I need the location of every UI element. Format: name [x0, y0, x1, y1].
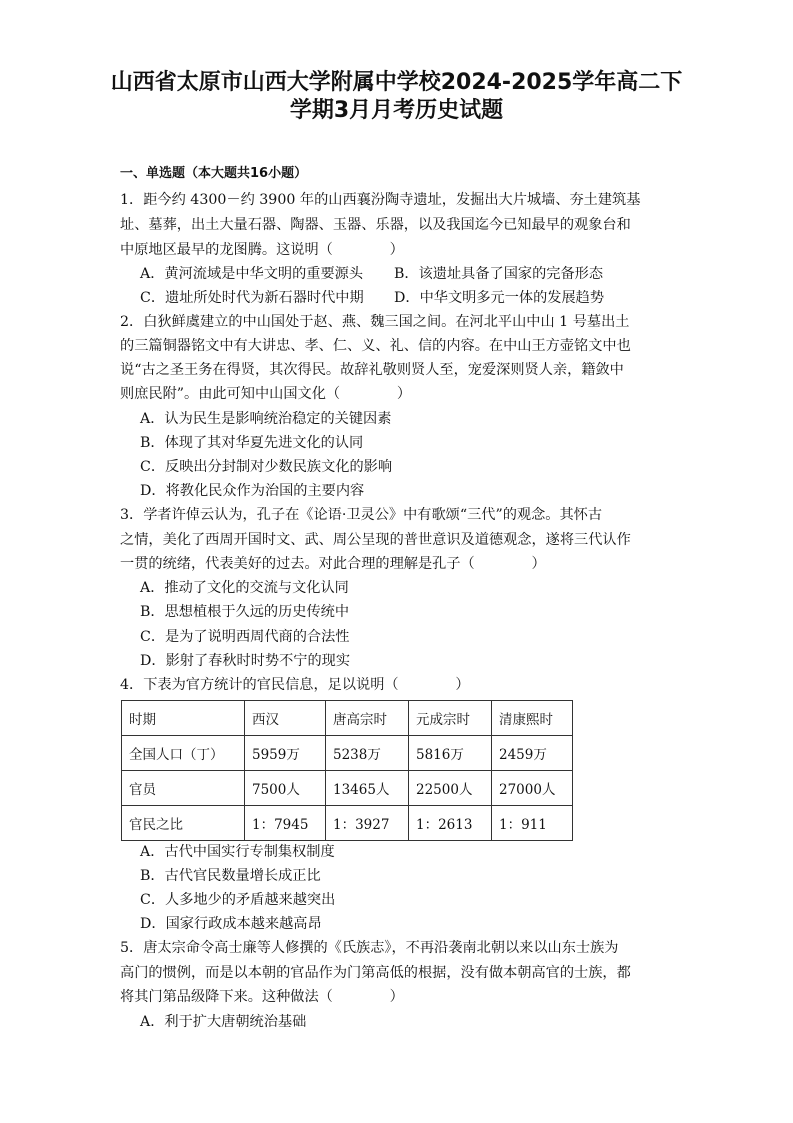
q3-option-c: C．是为了说明西周代商的合法性 [140, 629, 350, 645]
q2-stem-line: 说“古之圣王务在得贤，其次得民。故辞礼敬则贤人至，宠爱深则贤人亲，籍敛中 [120, 362, 624, 378]
table-cell: 5816万 [409, 736, 492, 771]
table-cell: 1：911 [492, 806, 573, 841]
q2-stem-line: 2．白狄鲜虞建立的中山国处于赵、燕、魏三国之间。在河北平山中山 1 号墓出土 [120, 314, 630, 330]
q1-option-c: C．遗址所处时代为新石器时代中期 [140, 290, 364, 306]
q2-option-c: C．反映出分封制对少数民族文化的影响 [140, 459, 393, 475]
page-title-line2: 学期3月月考历史试题 [289, 98, 504, 123]
q1-stem-line: 中原地区最早的龙图腾。这说明（ ） [120, 242, 404, 258]
q4-stem-line: 4．下表为官方统计的官民信息，足以说明（ ） [120, 677, 470, 693]
q3-option-a: A．推动了文化的交流与文化认同 [140, 580, 349, 596]
q3-stem-line: 之情，美化了西周开国时文、武、周公呈现的普世意识及道德观念，遂将三代认作 [120, 532, 631, 548]
table-header-cell: 时期 [122, 701, 245, 736]
q1-option-b: B．该遗址具备了国家的完备形态 [394, 266, 604, 282]
table-cell: 2459万 [492, 736, 573, 771]
table-row [122, 771, 573, 806]
q3-stem-line: 一贯的统绪，代表美好的过去。对此合理的理解是孔子（ ） [120, 556, 546, 572]
q2-option-b: B．体现了其对华夏先进文化的认同 [140, 435, 364, 451]
table-cell: 1：7945 [245, 806, 326, 841]
table-cell: 官员 [122, 771, 245, 806]
table-header-cell: 西汉 [245, 701, 326, 736]
table-cell: 5959万 [245, 736, 326, 771]
table-cell: 7500人 [245, 771, 326, 806]
q4-option-a: A．古代中国实行专制集权制度 [140, 844, 335, 860]
table-row [122, 736, 573, 771]
q4-option-d: D．国家行政成本越来越高昂 [140, 916, 322, 932]
q3-stem-line: 3．学者许倬云认为，孔子在《论语·卫灵公》中有歌颂“三代”的观念。其怀古 [120, 507, 603, 523]
q2-option-d: D．将教化民众作为治国的主要内容 [140, 483, 365, 499]
q3-option-d: D．影射了春秋时时势不宁的现实 [140, 653, 351, 669]
q2-stem-line: 的三篇铜器铭文中有大讲忠、孝、仁、义、礼、信的内容。在中山王方壶铭文中也 [120, 338, 631, 354]
q4-option-c: C．人多地少的矛盾越来越突出 [140, 892, 336, 908]
table-cell: 全国人口（丁） [122, 736, 245, 771]
q1-option-d: D．中华文明多元一体的发展趋势 [394, 290, 605, 306]
officials-table [121, 700, 573, 841]
q4-option-b: B．古代官民数量增长成正比 [140, 868, 321, 884]
table-cell: 27000人 [492, 771, 573, 806]
q1-option-a: A．黄河流域是中华文明的重要源头 [140, 266, 364, 282]
q5-stem-line: 5．唐太宗命令高士廉等人修撰的《氏族志》，不再沿袭南北朝以来以山东士族为 [120, 940, 619, 956]
table-cell: 22500人 [409, 771, 492, 806]
q3-option-b: B．思想植根于久远的历史传统中 [140, 604, 350, 620]
table-header-row [122, 701, 573, 736]
q1-stem-line: 址、墓葬，出土大量石器、陶器、玉器、乐器，以及我国迄今已知最早的观象台和 [120, 217, 631, 233]
table-header-cell: 元成宗时 [409, 701, 492, 736]
table-row [122, 806, 573, 841]
page-title-line1: 山西省太原市山西大学附属中学校2024-2025学年高二下 [110, 70, 683, 95]
table-cell: 13465人 [326, 771, 409, 806]
q1-stem-line: 1．距今约 4300－约 3900 年的山西襄汾陶寺遗址，发掘出大片城墙、夯土建筑基 [120, 192, 641, 208]
table-header-cell: 清康熙时 [492, 701, 573, 736]
q2-stem-line: 则庶民附”。由此可知中山国文化（ ） [120, 386, 412, 402]
table-cell: 1：3927 [326, 806, 409, 841]
table-cell: 1：2613 [409, 806, 492, 841]
table-cell: 5238万 [326, 736, 409, 771]
table-cell: 官民之比 [122, 806, 245, 841]
section-heading: 一、单选题（本大题共16小题） [120, 166, 308, 181]
q2-option-a: A．认为民生是影响统治稳定的关键因素 [140, 411, 392, 427]
table-header-cell: 唐高宗时 [326, 701, 409, 736]
q5-option-a: A．利于扩大唐朝统治基础 [140, 1014, 307, 1030]
q5-stem-line: 高门的惯例，而是以本朝的官品作为门第高低的根据，没有做本朝高官的士族，都 [120, 965, 631, 981]
q5-stem-line: 将其门第品级降下来。这种做法（ ） [120, 989, 404, 1005]
